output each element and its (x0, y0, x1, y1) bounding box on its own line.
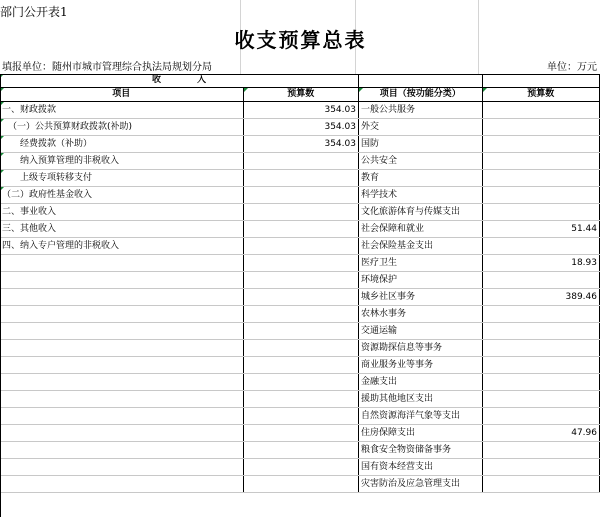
expense-budget-cell[interactable] (482, 476, 599, 493)
table-row (0, 306, 600, 323)
expense-item-cell[interactable]: 公共安全 (358, 153, 482, 170)
expense-item-cell[interactable]: 国防 (358, 136, 482, 153)
expense-item-cell[interactable]: 城乡社区事务 (358, 289, 482, 306)
table-row (0, 272, 600, 289)
expense-item-cell[interactable]: 环境保护 (358, 272, 482, 289)
expense-budget-cell[interactable] (482, 306, 599, 323)
header-row-income (0, 74, 600, 88)
income-budget-cell[interactable] (243, 476, 358, 493)
income-budget-cell[interactable]: 354.03 (243, 136, 358, 153)
income-item-cell[interactable] (0, 442, 243, 459)
income-item-cell[interactable]: 四、纳入专户管理的非税收入 (0, 238, 243, 255)
expense-budget-cell[interactable] (482, 391, 599, 408)
expense-item-cell[interactable]: 住房保障支出 (358, 425, 482, 442)
expense-item-cell[interactable]: 文化旅游体育与传媒支出 (358, 204, 482, 221)
income-item-cell[interactable]: （一）公共预算财政拨款(补助) (0, 119, 243, 136)
table-row (0, 391, 600, 408)
expense-budget-cell[interactable] (482, 238, 599, 255)
expense-item-cell[interactable]: 金融支出 (358, 374, 482, 391)
expense-budget-cell[interactable] (482, 136, 599, 153)
expense-budget-cell[interactable] (482, 102, 599, 119)
income-item-cell[interactable] (0, 255, 243, 272)
income-item-cell[interactable] (0, 289, 243, 306)
expense-budget-cell[interactable] (482, 340, 599, 357)
expense-budget-cell[interactable] (482, 153, 599, 170)
expense-item-cell[interactable]: 国有资本经营支出 (358, 459, 482, 476)
expense-budget-cell[interactable] (482, 119, 599, 136)
income-budget-cell[interactable] (243, 391, 358, 408)
expense-budget-cell[interactable]: 18.93 (482, 255, 599, 272)
table-row (0, 221, 600, 238)
expense-item-cell[interactable]: 援助其他地区支出 (358, 391, 482, 408)
table-row (0, 357, 600, 374)
income-item-cell[interactable]: 三、其他收入 (0, 221, 243, 238)
expense-item-cell[interactable]: 医疗卫生 (358, 255, 482, 272)
income-budget-cell[interactable] (243, 323, 358, 340)
expense-item-cell[interactable]: 资源勘探信息等事务 (358, 340, 482, 357)
income-budget-cell[interactable] (243, 357, 358, 374)
income-item-cell[interactable]: 上级专项转移支付 (0, 170, 243, 187)
col-header-exp-item[interactable]: 项目（按功能分类） (358, 88, 482, 102)
table-row (0, 374, 600, 391)
table-row (0, 136, 600, 153)
income-item-cell[interactable] (0, 323, 243, 340)
income-budget-cell[interactable]: 354.03 (243, 102, 358, 119)
income-item-cell[interactable] (0, 374, 243, 391)
expense-budget-cell[interactable] (482, 408, 599, 425)
income-budget-cell[interactable] (243, 408, 358, 425)
header-blank[interactable] (358, 74, 482, 88)
table-row (0, 476, 600, 493)
page-title: 收支预算总表 (234, 28, 367, 52)
income-item-cell[interactable] (0, 459, 243, 476)
income-budget-cell[interactable] (243, 221, 358, 238)
table-row (0, 459, 600, 476)
table-row (0, 102, 600, 119)
expense-item-cell[interactable]: 社会保障和就业 (358, 221, 482, 238)
table-row (0, 187, 600, 204)
expense-budget-cell[interactable] (482, 459, 599, 476)
table-row (0, 340, 600, 357)
expense-item-cell[interactable]: 交通运输 (358, 323, 482, 340)
table-row (0, 255, 600, 272)
income-item-cell[interactable]: 二、事业收入 (0, 204, 243, 221)
income-budget-cell[interactable] (243, 442, 358, 459)
expense-item-cell[interactable]: 一般公共服务 (358, 102, 482, 119)
header-blank[interactable] (482, 74, 599, 88)
table-row (0, 289, 600, 306)
expense-budget-cell[interactable] (482, 204, 599, 221)
table-top-border (0, 74, 600, 75)
income-budget-cell[interactable]: 354.03 (243, 119, 358, 136)
income-budget-cell[interactable] (243, 255, 358, 272)
income-budget-cell[interactable] (243, 459, 358, 476)
expense-budget-cell[interactable] (482, 374, 599, 391)
table-row (0, 119, 600, 136)
expense-budget-cell[interactable]: 47.96 (482, 425, 599, 442)
expense-item-cell[interactable]: 自然资源海洋气象等支出 (358, 408, 482, 425)
table-left-border (0, 74, 1, 517)
income-item-cell[interactable]: （二）政府性基金收入 (0, 187, 243, 204)
currency-unit: 单位：万元 (547, 62, 597, 73)
table-row (0, 408, 600, 425)
header-row-columns (0, 88, 600, 102)
expense-budget-cell[interactable]: 389.46 (482, 289, 599, 306)
income-item-cell[interactable] (0, 425, 243, 442)
expense-budget-cell[interactable] (482, 170, 599, 187)
income-budget-cell[interactable] (243, 340, 358, 357)
col-header-item[interactable]: 项目 (0, 88, 243, 102)
sheet-tag: 部门公开表1 (0, 5, 68, 19)
income-budget-cell[interactable] (243, 289, 358, 306)
reporting-unit: 填报单位：随州市城市管理综合执法局规划分局 (2, 62, 212, 73)
income-item-cell[interactable]: 一、财政拨款 (0, 102, 243, 119)
expense-item-cell[interactable]: 科学技术 (358, 187, 482, 204)
expense-budget-cell[interactable] (482, 442, 599, 459)
income-item-cell[interactable] (0, 306, 243, 323)
income-item-cell[interactable] (0, 476, 243, 493)
income-item-cell[interactable] (0, 272, 243, 289)
income-item-cell[interactable]: 纳入预算管理的非税收入 (0, 153, 243, 170)
income-budget-cell[interactable] (243, 204, 358, 221)
table-row (0, 238, 600, 255)
income-budget-cell[interactable] (243, 306, 358, 323)
expense-item-cell[interactable]: 粮食安全物资储备事务 (358, 442, 482, 459)
expense-budget-cell[interactable] (482, 187, 599, 204)
income-item-cell[interactable] (0, 408, 243, 425)
expense-item-cell[interactable]: 商业服务业等事务 (358, 357, 482, 374)
income-budget-cell[interactable] (243, 170, 358, 187)
expense-budget-cell[interactable]: 51.44 (482, 221, 599, 238)
income-item-cell[interactable] (0, 340, 243, 357)
expense-item-cell[interactable]: 教育 (358, 170, 482, 187)
expense-budget-cell[interactable] (482, 323, 599, 340)
table-row (0, 442, 600, 459)
budget-table (0, 74, 600, 493)
income-item-cell[interactable] (0, 391, 243, 408)
income-budget-cell[interactable] (243, 374, 358, 391)
income-item-cell[interactable]: 经费拨款（补助） (0, 136, 243, 153)
expense-item-cell[interactable]: 农林水事务 (358, 306, 482, 323)
col-header-exp-budget[interactable]: 预算数 (482, 88, 599, 102)
expense-item-cell[interactable]: 外交 (358, 119, 482, 136)
table-row (0, 204, 600, 221)
expense-budget-cell[interactable] (482, 357, 599, 374)
table-row (0, 170, 600, 187)
col-header-budget[interactable]: 预算数 (243, 88, 358, 102)
expense-budget-cell[interactable] (482, 272, 599, 289)
expense-item-cell[interactable]: 灾害防治及应急管理支出 (358, 476, 482, 493)
income-budget-cell[interactable] (243, 153, 358, 170)
income-budget-cell[interactable] (243, 425, 358, 442)
table-row (0, 323, 600, 340)
table-row (0, 425, 600, 442)
income-budget-cell[interactable] (243, 238, 358, 255)
expense-item-cell[interactable]: 社会保险基金支出 (358, 238, 482, 255)
income-budget-cell[interactable] (243, 187, 358, 204)
income-item-cell[interactable] (0, 357, 243, 374)
table-row (0, 153, 600, 170)
income-header[interactable]: 收 入 (0, 74, 358, 88)
income-budget-cell[interactable] (243, 272, 358, 289)
